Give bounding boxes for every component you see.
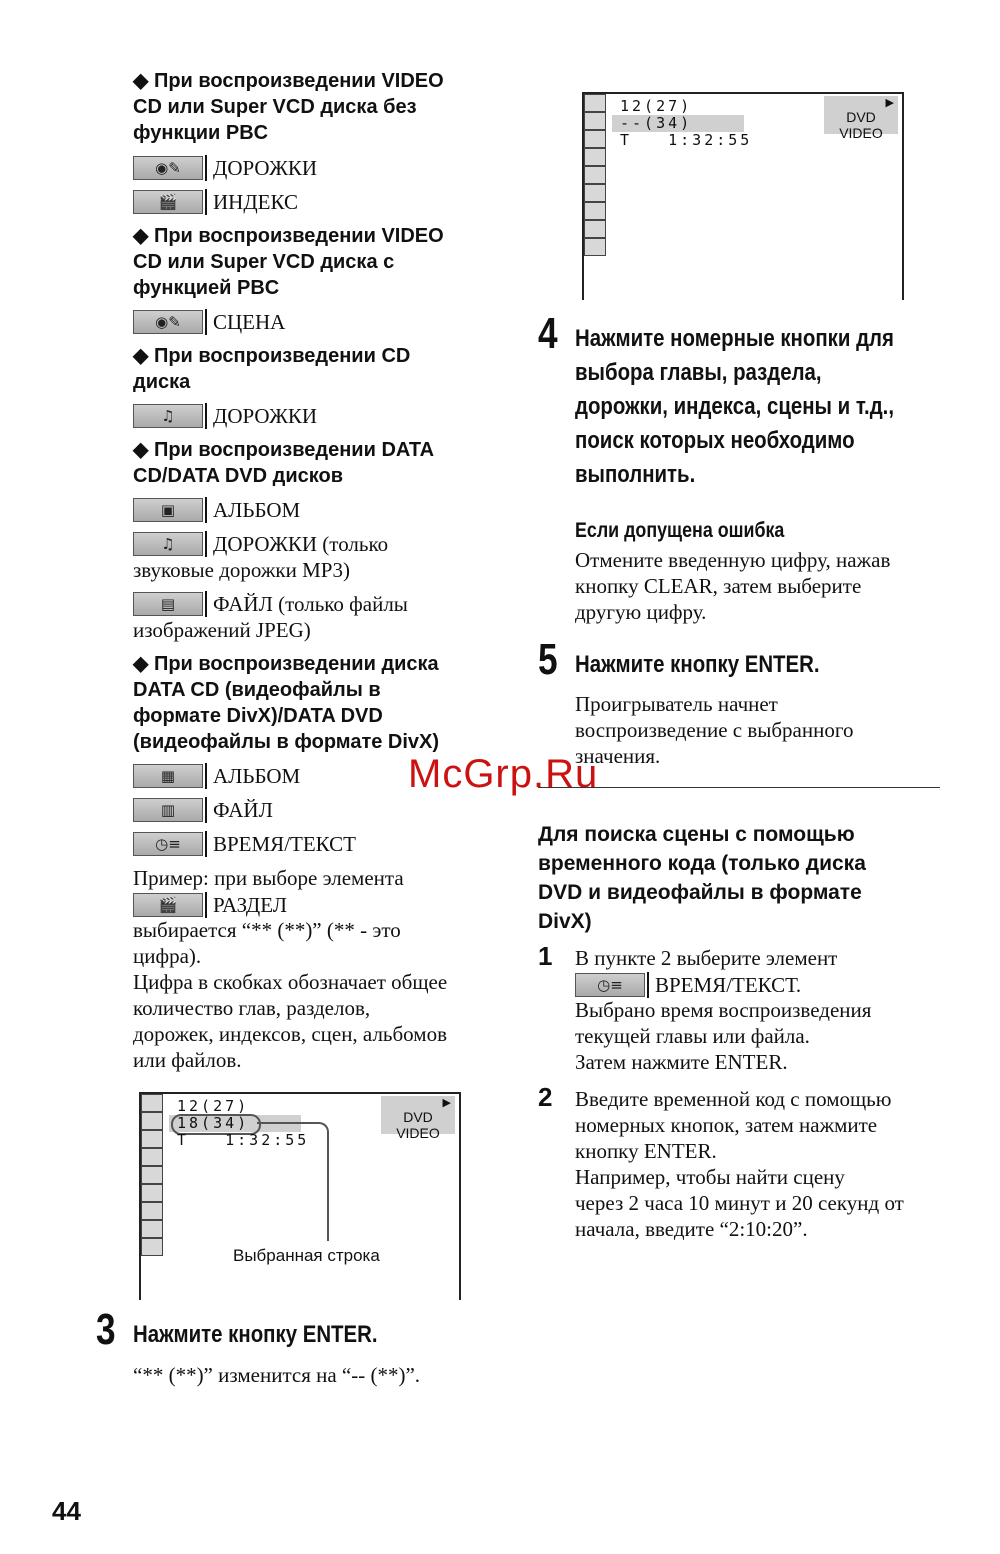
list-number: 2 xyxy=(538,1082,553,1112)
clapper-icon: 🎬 xyxy=(133,893,203,917)
dvd-video-label: DVD VIDEO xyxy=(396,1109,440,1141)
item-album xyxy=(133,497,300,523)
clapper-icon: 🎬 xyxy=(133,190,203,214)
item-label: ДОРОЖКИ (только xyxy=(213,532,389,556)
text-line: другую цифру. xyxy=(575,600,707,624)
text-line: или файлов. xyxy=(133,1048,242,1072)
play-icon: ▶ xyxy=(442,1097,451,1109)
item-label: ДОРОЖКИ xyxy=(213,404,318,428)
clock-text-icon: ◷≡ xyxy=(575,973,645,997)
heading-line: CD/DATA DVD дисков xyxy=(133,465,343,487)
list-item-time-text xyxy=(575,972,801,998)
item-tracks-mp3 xyxy=(133,531,388,557)
text-line: начала, введите “2:10:20”. xyxy=(575,1217,808,1241)
heading-line: ◆ При воспроизведении CD xyxy=(133,345,411,367)
item-label: ДОРОЖКИ xyxy=(213,156,318,180)
step-title: Нажмите кнопку ENTER. xyxy=(133,1321,378,1348)
item-label: ИНДЕКС xyxy=(213,190,298,214)
heading-line: временного кода (только диска xyxy=(538,852,866,875)
film-icon: ▥ xyxy=(133,798,203,822)
text-line: Затем нажмите ENTER. xyxy=(575,1050,788,1074)
item-tracks-cd xyxy=(133,403,317,429)
title-line: выполнить. xyxy=(575,461,696,488)
dvd-video-badge xyxy=(824,96,898,141)
title-line: Нажмите номерные кнопки для xyxy=(575,325,894,352)
osd-screen-result xyxy=(582,92,904,300)
clock-text-icon: ◷≡ xyxy=(133,832,203,856)
list-text: В пункте 2 выберите элемент xyxy=(575,946,838,970)
list-text xyxy=(575,997,955,1075)
disc-track-icon: ◉✎ xyxy=(133,310,203,334)
item-note: звуковые дорожки MP3) xyxy=(133,558,350,582)
step-title xyxy=(575,322,894,492)
item-label: ФАЙЛ (только файлы xyxy=(213,592,408,616)
heading-line: ◆ При воспроизведении диска xyxy=(133,653,439,675)
callout-line xyxy=(257,1122,329,1241)
text-line: через 2 часа 10 минут и 20 секунд от xyxy=(575,1191,904,1215)
text-line: текущей главы или файла. xyxy=(575,1024,810,1048)
item-tracks-vcd xyxy=(133,155,317,181)
text-line: значения. xyxy=(575,744,661,768)
play-icon: ▶ xyxy=(885,97,894,109)
music-note-icon: ♫ xyxy=(133,404,203,428)
osd-icon-column xyxy=(141,1094,163,1256)
text-line: Цифра в скобках обозначает общее xyxy=(133,970,448,994)
heading-line: ◆ При воспроизведении DATA xyxy=(133,439,435,461)
text-line: Введите временной код с помощью xyxy=(575,1087,892,1111)
heading-line: формате DivX)/DATA DVD xyxy=(133,705,383,727)
picture-icon: ▤ xyxy=(133,592,203,616)
text-line: дорожек, индексов, сцен, альбомов xyxy=(133,1022,447,1046)
list-number: 1 xyxy=(538,941,553,971)
example-item-chapter xyxy=(133,892,287,918)
step-number: 4 xyxy=(538,309,558,358)
item-label: АЛЬБОМ xyxy=(213,498,301,522)
text-line: воспроизведение с выбранного xyxy=(575,718,854,742)
item-album-divx xyxy=(133,763,300,789)
page-number: 44 xyxy=(52,1496,81,1526)
text-line: выбирается “** (**)” (** - это xyxy=(133,918,401,942)
heading-line: (видеофайлы в формате DivX) xyxy=(133,731,440,753)
step-number: 3 xyxy=(96,1305,116,1354)
heading-line: CD или Super VCD диска без xyxy=(133,96,417,118)
subsection-heading xyxy=(538,820,938,936)
error-heading: Если допущена ошибка xyxy=(575,519,785,542)
section-divider xyxy=(538,787,940,788)
heading-line: DATA CD (видеофайлы в xyxy=(133,679,381,701)
heading-line: ◆ При воспроизведении VIDEO xyxy=(133,70,444,92)
album-icon: ▣ xyxy=(133,498,203,522)
heading-line: ◆ При воспроизведении VIDEO xyxy=(133,225,444,247)
title-line: поиск которых необходимо xyxy=(575,427,855,454)
list-text xyxy=(575,1086,975,1242)
text-line: Например, чтобы найти сцену xyxy=(575,1165,845,1189)
heading-cd xyxy=(133,343,513,395)
disc-track-icon: ◉✎ xyxy=(133,156,203,180)
osd-line-1: 12(27) xyxy=(177,1097,250,1115)
dvd-video-label: DVD VIDEO xyxy=(839,109,883,141)
title-line: дорожки, индекса, сцены и т.д., xyxy=(575,393,894,420)
step-title: Нажмите кнопку ENTER. xyxy=(575,651,820,678)
osd-line-3: T 1:32:55 xyxy=(620,131,753,149)
watermark: McGrp.Ru xyxy=(408,752,599,796)
music-note-icon: ♫ xyxy=(133,532,203,556)
item-label: РАЗДЕЛ xyxy=(213,893,287,917)
text-line: Выбрано время воспроизведения xyxy=(575,998,872,1022)
item-label: ВРЕМЯ/ТЕКСТ xyxy=(213,832,357,856)
item-file-jpeg xyxy=(133,591,408,617)
text-line: Отмените введенную цифру, нажав xyxy=(575,548,891,572)
title-line: выбора главы, раздела, xyxy=(575,359,822,386)
error-text xyxy=(575,547,955,625)
heading-divx xyxy=(133,651,513,755)
item-label: ВРЕМЯ/ТЕКСТ. xyxy=(655,973,802,997)
osd-screen-example xyxy=(139,1092,461,1300)
item-file-divx xyxy=(133,797,273,823)
osd-line-2: 18(34) xyxy=(177,1114,250,1132)
text-line: Проигрыватель начнет xyxy=(575,692,778,716)
item-index xyxy=(133,189,298,215)
osd-line-3: T 1:32:55 xyxy=(177,1131,310,1149)
text-line: номерных кнопок, затем нажмите xyxy=(575,1113,878,1137)
osd-line-1: 12(27) xyxy=(620,97,693,115)
heading-line: DVD и видеофайлы в формате xyxy=(538,881,862,904)
item-time-text xyxy=(133,831,356,857)
heading-line: DivX) xyxy=(538,910,592,933)
heading-data-cd xyxy=(133,437,513,489)
osd-line-2: --(34) xyxy=(620,114,693,132)
heading-vcd-no-pbc xyxy=(133,68,513,146)
step-text: “** (**)” изменится на “-- (**)”. xyxy=(133,1363,421,1387)
item-scene xyxy=(133,309,285,335)
text-line: количество глав, разделов, xyxy=(133,996,371,1020)
video-album-icon: ▦ xyxy=(133,764,203,788)
item-label: АЛЬБОМ xyxy=(213,764,301,788)
dvd-video-badge xyxy=(381,1096,455,1141)
heading-line: функцией PBC xyxy=(133,277,280,299)
step-number: 5 xyxy=(538,635,558,684)
heading-line: Для поиска сцены с помощью xyxy=(538,823,855,846)
example-text: Пример: при выборе элемента xyxy=(133,866,404,890)
item-note: изображений JPEG) xyxy=(133,618,311,642)
item-label: СЦЕНА xyxy=(213,310,286,334)
step-text xyxy=(575,691,955,769)
example-explanation xyxy=(133,917,503,1073)
text-line: кнопку CLEAR, затем выберите xyxy=(575,574,862,598)
text-line: кнопку ENTER. xyxy=(575,1139,717,1163)
heading-line: функции PBC xyxy=(133,122,269,144)
osd-icon-column xyxy=(584,94,606,256)
heading-line: CD или Super VCD диска с xyxy=(133,251,395,273)
item-label: ФАЙЛ xyxy=(213,798,273,822)
heading-line: диска xyxy=(133,371,191,393)
callout-caption: Выбранная строка xyxy=(233,1246,380,1265)
text-line: цифра). xyxy=(133,944,202,968)
heading-vcd-pbc xyxy=(133,223,513,301)
